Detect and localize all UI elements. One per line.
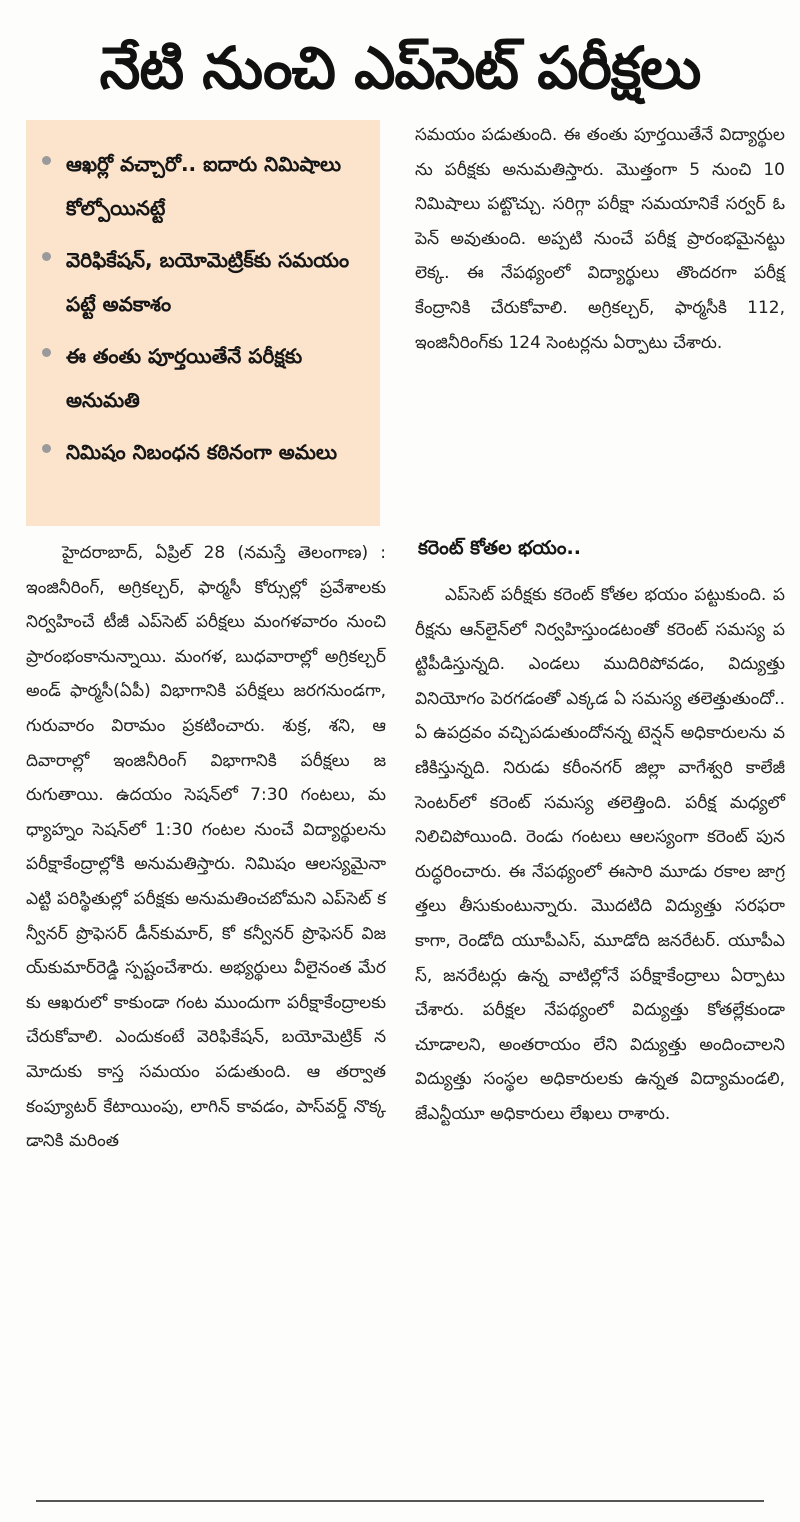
body-column-right-top: సమయం పడుతుంది. ఈ తంతు పూర్తయితేనే విద్యార్థులను పరీక్షకు అనుమతిస్తారు. మొత్తంగా 5 నుంచి 10 నిమిషాలు పట్టొచ్చు. సరిగ్గా పరీక్షా సమయానికే సర్వర్‌ ఓపెన్‌ అవుతుంది. అప్పటి నుంచే పరీక్ష ప్రారంభమైనట్టు లెక్క. ఈ నేపథ్యంలో విద్యార్థులు తొందరగా పరీక్ష కేంద్రానికి చేరుకోవాలి. అగ్రికల్చర్‌, ఫార్మసీకి 112, ఇంజినీరింగ్‌కు 124 సెంటర్లను ఏర్పాటు చేశారు. bbox=[415, 125, 785, 353]
highlight-text: ఆఖర్లో వచ్చారో.. ఐదారు నిమిషాలు కోల్పోయినట్టే bbox=[66, 152, 342, 220]
bullet-icon bbox=[42, 348, 51, 357]
body-column-right-bottom: ఎప్‌సెట్‌ పరీక్షకు కరెంట్‌ కోతల భయం పట్టుకుంది. పరీక్షను ఆన్‌లైన్‌లో నిర్వహిస్తుండటంతో కరెంట్‌ సమస్య పట్టిపీడిస్తున్నది. ఎండలు ముదిరిపోవడం, విద్యుత్తు వినియోగం పెరగడంతో ఎక్కడ ఏ సమస్య తలెత్తుతుందో.. ఏ ఉపద్రవం వచ్చిపడుతుందోనన్న టెన్షన్‌ అధికారులను వణికిస్తున్నది. నిరుడు కరీంనగర్‌ జిల్లా వాగేశ్వరి కాలేజీ సెంటర్‌లో కరెంట్‌ సమస్య తలెత్తింది. పరీక్ష మధ్యలో నిలిచిపోయింది. రెండు గంటలు ఆలస్యంగా కరెంట్‌ పునరుద్ధరించారు. ఈ నేపథ్యంలో ఈసారి మూడు రకాల జాగ్రత్తలు తీసుకుంటున్నారు. మొదటిది విద్యుత్తు సరఫరా కాగా, రెండోది యూపీఎస్‌, మూడోది జనరేటర్‌. యూపీఎస్‌, జనరేటర్లు ఉన్న వాటిల్లోనే పరీక్షాకేంద్రాలు ఏర్పాటు చేశారు. పరీక్షల నేపథ్యంలో విద్యుత్తు కోతల్లేకుండా చూడాలని, అంతరాయం లేని విద్యుత్తు అందించాలని విద్యుత్తు సంస్థల అధికారులకు ఉన్నత విద్యామండలి, జేఎన్టీయూ అధికారులు లేఖలు రాశారు. bbox=[415, 585, 785, 1124]
highlight-text: వెరిఫికేషన్‌, బయోమెట్రిక్‌కు సమయం పట్టే అవకాశం bbox=[66, 248, 350, 316]
headline: నేటి నుంచి ఎప్‌సెట్‌ పరీక్షలు bbox=[99, 34, 701, 102]
highlight-item bbox=[40, 430, 368, 474]
highlight-text: నిమిషం నిబంధన కఠినంగా అమలు bbox=[66, 440, 337, 464]
highlight-text: ఈ తంతు పూర్తయితేనే పరీక్షకు అనుమతి bbox=[66, 344, 303, 412]
bullet-icon bbox=[42, 252, 51, 261]
highlight-item bbox=[40, 334, 368, 422]
bottom-divider bbox=[36, 1500, 764, 1502]
bullet-icon bbox=[42, 156, 51, 165]
highlight-item bbox=[40, 142, 368, 230]
body-column-left: హైదరాబాద్‌, ఏప్రిల్‌ 28 (నమస్తే తెలంగాణ) : ఇంజినీరింగ్‌, అగ్రికల్చర్‌, ఫార్మసీ కోర్సుల్లో ప్రవేశాలకు నిర్వహించే టీజీ ఎప్‌సెట్‌ పరీక్షలు మంగళవారం నుంచి ప్రారంభంకానున్నాయి. మంగళ, బుధవారాల్లో అగ్రికల్చర్‌ అండ్‌ ఫార్మసీ(ఏపీ) విభాగానికి పరీక్షలు జరగనుండగా, గురువారం విరామం ప్రకటించారు. శుక్ర, శని, ఆదివారాల్లో ఇంజినీరింగ్‌ విభాగానికి పరీక్షలు జరుగుతాయి. ఉదయం సెషన్‌లో 7:30 గంటలు, మధ్యాహ్నం సెషన్‌లో 1:30 గంటల నుంచే విద్యార్థులను పరీక్షాకేంద్రాల్లోకి అనుమతిస్తారు. నిమిషం ఆలస్యమైనా ఎట్టి పరిస్థితుల్లో పరీక్షకు అనుమతించబోమని ఎప్‌సెట్‌ కన్వీనర్‌ ప్రొఫెసర్‌ డీన్‌కుమార్‌, కో కన్వీనర్‌ ప్రొఫెసర్‌ విజయ్‌కుమార్‌రెడ్డి స్పష్టంచేశారు. అభ్యర్థులు వీలైనంత మేరకు ఆఖరులో కాకుండా గంట ముందుగా పరీక్షాకేంద్రాలకు చేరుకోవాలి. ఎందుకంటే వెరిఫికేషన్‌, బయోమెట్రిక్‌ నమోదుకు కాస్త సమయం పడుతుంది. ఆ తర్వాత కంప్యూటర్‌ కేటాయింపు, లాగిన్‌ కావడం, పాస్‌వర్డ్‌ నొక్కడానికి మరింత bbox=[26, 543, 386, 1152]
highlights-box bbox=[26, 120, 380, 526]
section-subheading: కరెంట్‌ కోతల భయం.. bbox=[418, 537, 581, 559]
highlight-item bbox=[40, 238, 368, 326]
bullet-icon bbox=[42, 444, 51, 453]
